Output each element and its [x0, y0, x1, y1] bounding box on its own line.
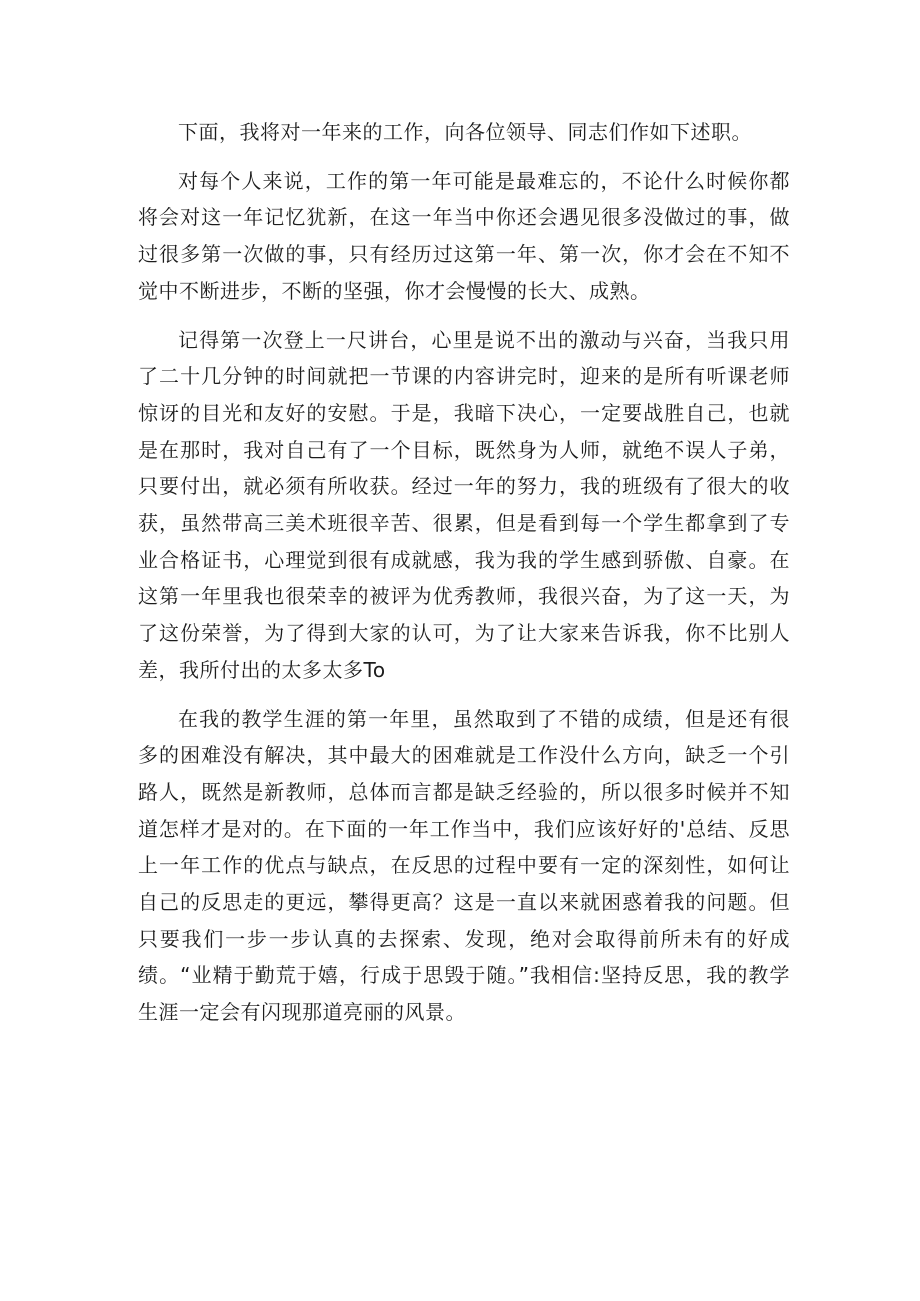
paragraph-reflection: 在我的教学生涯的第一年里，虽然取到了不错的成绩，但是还有很多的困难没有解决，其中最大的困难就是工作没什么方向，缺乏一个引路人，既然是新教师，总体而言都是缺乏经验的，所以很多时候并不知道怎样才是对的。在下面的一年工作当中，我们应该好好的'总结、反思上一年工作的优点与缺点，在反思的过程中要有一定的深刻性，如何让自己的反思走的更远，攀得更高？这是一直以来就困惑着我的问题。但只要我们一步一步认真的去探索、发现，绝对会取得前所未有的好成绩。“业精于勤荒于嬉，行成于思毁于随。”我相信:坚持反思，我的教学生涯一定会有闪现那道亮丽的风景。 — [138, 706, 790, 1025]
document-body — [138, 114, 790, 1031]
paragraph-first-year: 对每个人来说，工作的第一年可能是最难忘的，不论什么时候你都将会对这一年记忆犹新，在这一年当中你还会遇见很多没做过的事，做过很多第一次做的事，只有经历过这第一年、第一次，你才会在不知不觉中不断进步，不断的坚强，你才会慢慢的长大、成熟。 — [138, 168, 790, 303]
paragraph-teaching-experience: 记得第一次登上一尺讲台，心里是说不出的激动与兴奋，当我只用了二十几分钟的时间就把一节课的内容讲完时，迎来的是所有听课老师惊讶的目光和友好的安慰。于是，我暗下决心，一定要战胜自己，也就是在那时，我对自己有了一个目标，既然身为人师，就绝不误人子弟，只要付出，就必须有所收获。经过一年的努力，我的班级有了很大的收获，虽然带高三美术班很辛苦、很累，但是看到每一个学生都拿到了专业合格证书，心理觉到很有成就感，我为我的学生感到骄傲、自豪。在这第一年里我也很荣幸的被评为优秀教师，我很兴奋，为了这一天，为了这份荣誉，为了得到大家的认可，为了让大家来告诉我，你不比别人差，我所付出的太多太多To — [138, 327, 790, 682]
paragraph-intro: 下面，我将对一年来的工作，向各位领导、同志们作如下述职。 — [178, 120, 752, 144]
